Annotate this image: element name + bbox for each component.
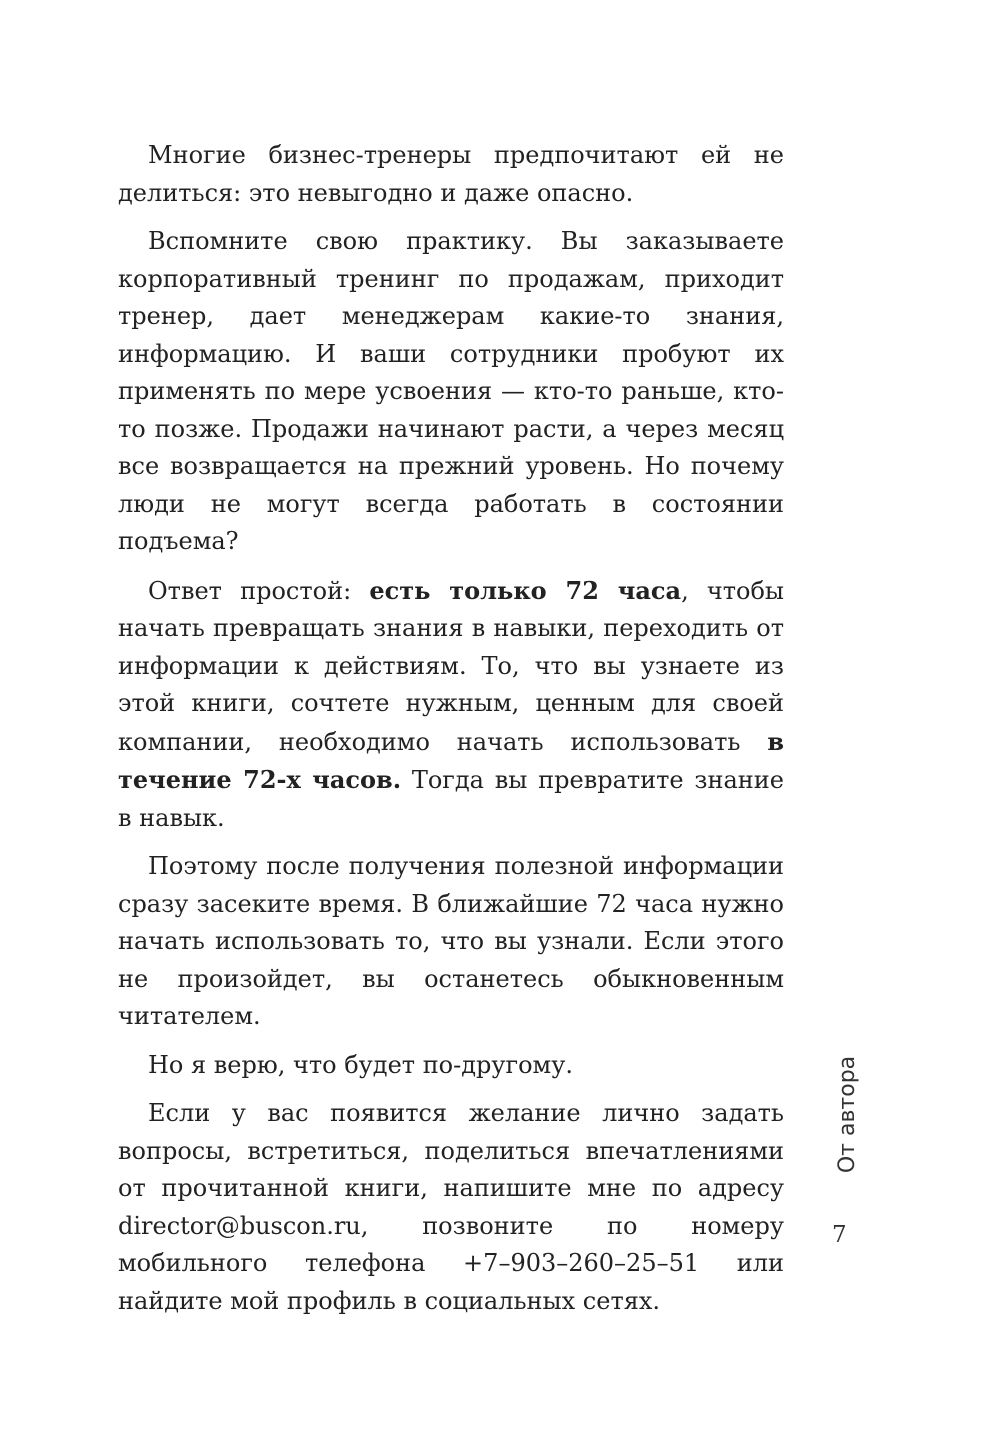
paragraph-5: Но я верю, что будет по-другому. [148,1050,573,1079]
paragraph-3 [118,572,784,838]
paragraph-3-part-1: Ответ простой: [148,576,370,605]
paragraph-3-part-3: Тогда вы превратите знание в навык. [118,766,784,832]
paragraph-6: Если у вас появится желание лично задать вопросы, встретиться, поделиться впечатлениями от прочитанной книги, напишите мне по адресу director@buscon.ru, позвоните по номеру мобильного телефона +7–903–260–25–51 или найдите мой профиль в социальных сетях. [118,1099,784,1315]
paragraph-4: Поэтому после получения полезной информации сразу засеките время. В ближайшие 72 часа нужно начать использовать то, что вы узнали. Если этого не произойдет, вы останетесь обыкновенным читателем. [118,852,784,1030]
running-head-label: От автора [835,1055,861,1173]
page-number: 7 [832,1222,847,1248]
running-head [826,1055,870,1173]
bold-phrase-72-hours: есть только 72 часа [369,575,682,605]
paragraph-3-part-2: , чтобы начать превращать знания в навыки, переходить от информации к действиям. То, что вы узнаете из этой книги, сочтете нужным, ценным для своей компании, необходимо начать использовать [118,576,785,756]
paragraph-2: Вспомните свою практику. Вы заказываете корпоративный тренинг по продажам, приходит тренер, дает менеджерам какие-то знания, информацию. И ваши сотрудники пробуют их применять по мере усвоения — кто-то раньше, кто-то позже. Продажи начинают расти, а через месяц все возвращается на прежний уровень. Но почему люди не могут всегда работать в состоянии подъема? [118,227,784,555]
paragraph-1: Многие бизнес-тренеры предпочитают ей не делиться: это невыгодно и даже опасно. [118,141,784,207]
body-text [118,137,784,1331]
bold-phrase-within-72-hours: в течение 72-х часов. [118,726,784,794]
